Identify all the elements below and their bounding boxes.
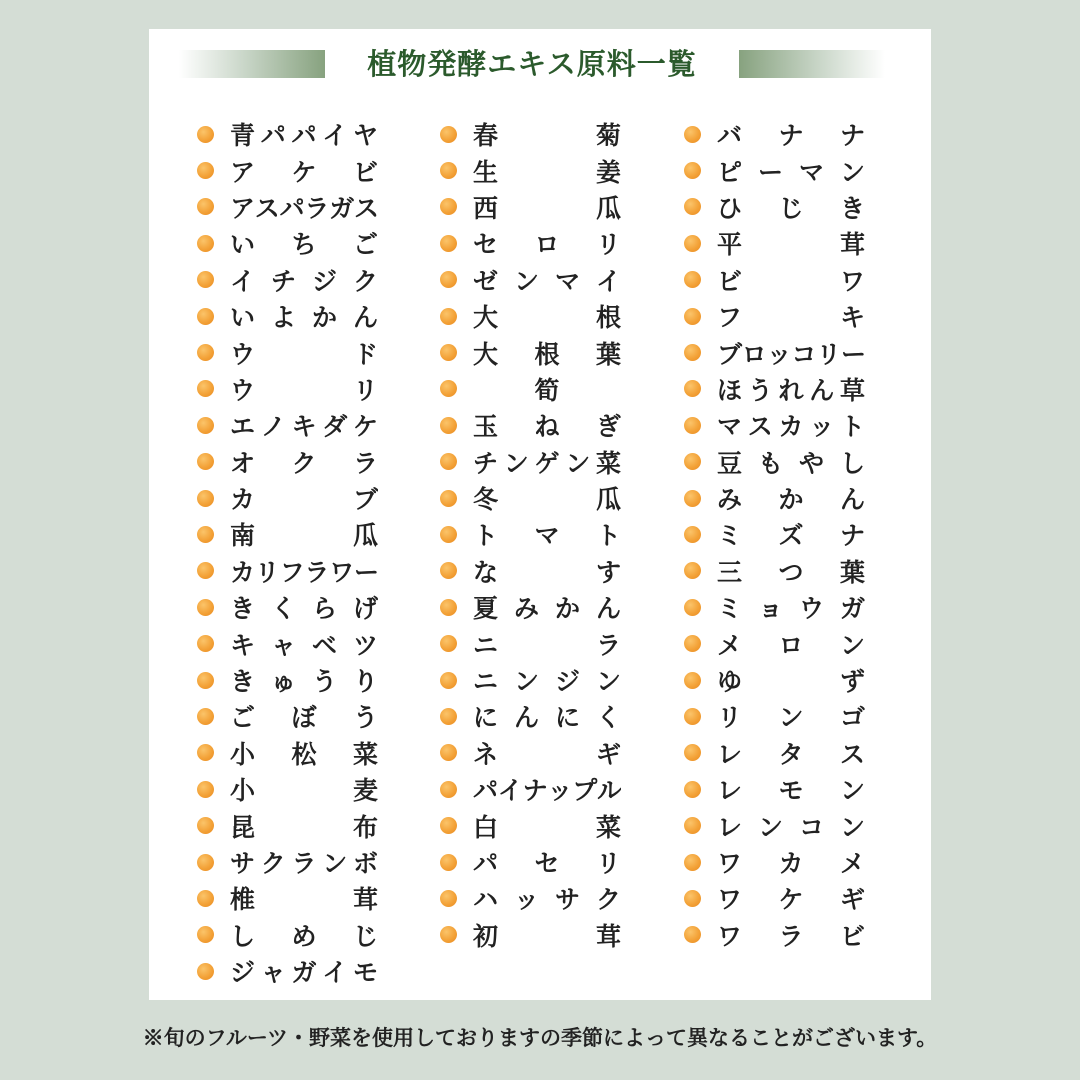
bullet-icon — [197, 308, 214, 325]
list-item — [197, 625, 387, 661]
ingredient-name: レ ン コ ン — [717, 812, 865, 842]
list-item — [684, 189, 874, 225]
list-item — [197, 444, 387, 480]
bullet-icon — [440, 526, 457, 543]
list-item — [197, 225, 387, 261]
ingredient-name: 小 麦 — [230, 776, 378, 806]
bullet-icon — [197, 344, 214, 361]
bullet-icon — [440, 344, 457, 361]
ingredient-name: 筍 — [534, 375, 560, 405]
ingredient-name: 大 根 — [473, 303, 621, 333]
bullet-icon — [684, 926, 701, 943]
ingredient-name: ウ リ — [230, 375, 378, 405]
ingredient-name: し め じ — [230, 921, 378, 951]
list-item — [440, 698, 630, 734]
list-item — [684, 407, 874, 443]
bullet-icon — [440, 926, 457, 943]
bullet-icon — [684, 744, 701, 761]
ingredient-name: 初 茸 — [473, 921, 621, 951]
bullet-icon — [440, 380, 457, 397]
list-item — [684, 371, 874, 407]
list-item — [440, 589, 630, 625]
bullet-icon — [684, 672, 701, 689]
ingredient-name: ミ ズ ナ — [717, 521, 865, 551]
bullet-icon — [197, 890, 214, 907]
ingredient-name: イ チ ジ ク — [230, 266, 378, 296]
list-item — [684, 334, 874, 370]
ingredient-name: サ ク ラ ン ボ — [230, 849, 378, 878]
ingredient-name: リ ン ゴ — [717, 703, 865, 733]
ingredient-column-1 — [197, 116, 387, 989]
bullet-icon — [197, 126, 214, 143]
list-item — [440, 152, 630, 188]
list-item — [197, 334, 387, 370]
list-item — [197, 844, 387, 880]
list-item — [197, 735, 387, 771]
ingredient-name: ほ う れ ん 草 — [717, 375, 865, 405]
list-item — [197, 698, 387, 734]
ingredient-name: カ リ フ ラ ワ ー — [230, 557, 378, 587]
bullet-icon — [684, 126, 701, 143]
ingredient-name: い よ か ん — [230, 303, 378, 333]
ingredient-name: 西 瓜 — [473, 193, 621, 223]
ingredient-name: 昆 布 — [230, 812, 378, 842]
ingredient-name: ピ ー マ ン — [717, 157, 865, 187]
bullet-icon — [684, 198, 701, 215]
ingredient-name: 南 瓜 — [230, 521, 378, 551]
list-item — [440, 371, 630, 407]
list-item — [197, 589, 387, 625]
list-item — [197, 262, 387, 298]
bullet-icon — [440, 453, 457, 470]
ingredient-name: ワ ラ ビ — [717, 921, 865, 951]
bullet-icon — [197, 781, 214, 798]
bullet-icon — [440, 744, 457, 761]
bullet-icon — [684, 781, 701, 798]
ingredient-name: 豆 も や し — [717, 448, 865, 478]
list-item — [440, 225, 630, 261]
ingredient-name: レ タ ス — [717, 739, 865, 769]
bullet-icon — [197, 453, 214, 470]
ingredient-name: ニ ン ジ ン — [473, 667, 621, 697]
list-item — [440, 334, 630, 370]
list-item — [197, 917, 387, 953]
list-item — [440, 262, 630, 298]
list-item — [440, 917, 630, 953]
title-band-right — [739, 50, 885, 78]
ingredient-name: オ ク ラ — [230, 448, 378, 478]
ingredient-name: レ モ ン — [717, 776, 865, 806]
ingredient-name: チ ン ゲ ン 菜 — [473, 448, 621, 478]
bullet-icon — [197, 235, 214, 252]
list-item — [684, 698, 874, 734]
page-title: 植物発酵エキス原料一覧 — [367, 47, 697, 81]
ingredient-name: キ ャ ベ ツ — [230, 630, 378, 660]
list-item — [197, 553, 387, 589]
bullet-icon — [440, 235, 457, 252]
bullet-icon — [684, 526, 701, 543]
bullet-icon — [684, 890, 701, 907]
list-item — [197, 371, 387, 407]
title-bar — [179, 47, 885, 81]
bullet-icon — [684, 271, 701, 288]
bullet-icon — [440, 126, 457, 143]
bullet-icon — [197, 599, 214, 616]
ingredient-name: 小 松 菜 — [230, 739, 378, 769]
list-item — [197, 662, 387, 698]
list-item — [684, 262, 874, 298]
list-item — [197, 189, 387, 225]
ingredient-name: ビ ワ — [717, 266, 865, 296]
bullet-icon — [197, 380, 214, 397]
bullet-icon — [440, 890, 457, 907]
ingredient-name: 青 パ パ イ ヤ — [230, 121, 378, 151]
footnote: ※旬のフルーツ・野菜を使用しておりますの季節によって異なることがございます。 — [142, 1025, 938, 1050]
list-item — [197, 880, 387, 916]
list-item — [684, 844, 874, 880]
bullet-icon — [197, 708, 214, 725]
bullet-icon — [684, 235, 701, 252]
bullet-icon — [440, 781, 457, 798]
bullet-icon — [440, 308, 457, 325]
bullet-icon — [197, 490, 214, 507]
ingredient-column-2 — [440, 116, 630, 953]
ingredient-name: 平 茸 — [717, 230, 865, 260]
ingredient-name: ブ ロ ッ コ リ ー — [717, 339, 865, 369]
ingredient-name: ジ ャ ガ イ モ — [230, 958, 378, 988]
list-item — [440, 553, 630, 589]
list-item — [684, 298, 874, 334]
bullet-icon — [197, 635, 214, 652]
bullet-icon — [684, 599, 701, 616]
ingredient-name: フ キ — [717, 303, 865, 333]
ingredient-name: ミ ョ ウ ガ — [717, 594, 865, 624]
bullet-icon — [197, 271, 214, 288]
ingredient-name: ワ ケ ギ — [717, 885, 865, 915]
bullet-icon — [197, 162, 214, 179]
ingredient-name: ご ぼ う — [230, 703, 378, 733]
bullet-icon — [684, 708, 701, 725]
list-item — [684, 880, 874, 916]
list-item — [684, 480, 874, 516]
ingredient-name: ワ カ メ — [717, 849, 865, 878]
bullet-icon — [684, 162, 701, 179]
ingredient-name: き ゅ う り — [230, 667, 378, 697]
list-item — [684, 625, 874, 661]
list-item — [684, 917, 874, 953]
ingredient-name: 三 つ 葉 — [717, 557, 865, 587]
list-item — [440, 298, 630, 334]
ingredient-name: 生 姜 — [473, 157, 621, 187]
list-item — [684, 662, 874, 698]
bullet-icon — [684, 817, 701, 834]
list-item — [440, 189, 630, 225]
ingredient-name: ウ ド — [230, 339, 378, 369]
bullet-icon — [684, 562, 701, 579]
ingredient-list-card — [149, 29, 931, 1000]
bullet-icon — [684, 308, 701, 325]
bullet-icon — [197, 198, 214, 215]
list-item — [440, 662, 630, 698]
list-item — [440, 625, 630, 661]
ingredient-name: 玉 ね ぎ — [473, 412, 621, 442]
ingredient-name: ネ ギ — [473, 739, 621, 769]
list-item — [684, 553, 874, 589]
title-band-left — [179, 50, 325, 78]
list-item — [684, 589, 874, 625]
list-item — [684, 735, 874, 771]
bullet-icon — [440, 672, 457, 689]
bullet-icon — [440, 599, 457, 616]
list-item — [440, 407, 630, 443]
ingredient-name: ト マ ト — [473, 521, 621, 551]
ingredient-name: パ イ ナ ッ プ ル — [473, 776, 621, 806]
bullet-icon — [684, 344, 701, 361]
bullet-icon — [197, 744, 214, 761]
list-item — [440, 735, 630, 771]
bullet-icon — [440, 417, 457, 434]
list-item — [197, 407, 387, 443]
list-item — [684, 116, 874, 152]
bullet-icon — [440, 854, 457, 871]
ingredient-name: 冬 瓜 — [473, 485, 621, 515]
bullet-icon — [684, 453, 701, 470]
ingredient-name: パ セ リ — [473, 849, 621, 878]
list-item — [684, 807, 874, 843]
list-item — [684, 152, 874, 188]
list-item — [684, 444, 874, 480]
ingredient-name: 大 根 葉 — [473, 339, 621, 369]
bullet-icon — [197, 417, 214, 434]
bullet-icon — [684, 380, 701, 397]
ingredient-name: セ ロ リ — [473, 230, 621, 260]
ingredient-name: き く ら げ — [230, 594, 378, 624]
ingredient-name: メ ロ ン — [717, 630, 865, 660]
list-item — [440, 116, 630, 152]
ingredient-name: エ ノ キ ダ ケ — [230, 412, 378, 442]
ingredient-name: 夏 み か ん — [473, 594, 621, 624]
ingredient-name: ゆ ず — [717, 667, 865, 697]
bullet-icon — [197, 817, 214, 834]
ingredient-name: な す — [473, 557, 621, 587]
ingredient-name: マ ス カ ッ ト — [717, 412, 865, 442]
bullet-icon — [440, 708, 457, 725]
ingredient-name: ア ケ ビ — [230, 157, 378, 187]
list-item — [684, 771, 874, 807]
bullet-icon — [197, 963, 214, 980]
ingredient-column-3 — [684, 116, 874, 953]
bullet-icon — [684, 635, 701, 652]
list-item — [440, 880, 630, 916]
ingredient-name: み か ん — [717, 485, 865, 515]
bullet-icon — [197, 672, 214, 689]
bullet-icon — [440, 198, 457, 215]
bullet-icon — [197, 562, 214, 579]
bullet-icon — [684, 854, 701, 871]
ingredient-name: に ん に く — [473, 703, 621, 733]
bullet-icon — [684, 490, 701, 507]
bullet-icon — [684, 417, 701, 434]
list-item — [197, 480, 387, 516]
ingredient-name: ひ じ き — [717, 193, 865, 223]
bullet-icon — [197, 854, 214, 871]
list-item — [684, 516, 874, 552]
list-item — [197, 953, 387, 989]
bullet-icon — [440, 162, 457, 179]
ingredient-name: ア ス パ ラ ガ ス — [230, 193, 378, 223]
bullet-icon — [440, 562, 457, 579]
ingredient-name: 椎 茸 — [230, 885, 378, 915]
list-item — [197, 116, 387, 152]
ingredient-name: ゼ ン マ イ — [473, 266, 621, 296]
list-item — [197, 771, 387, 807]
list-item — [440, 444, 630, 480]
ingredient-name: カ ブ — [230, 485, 378, 515]
list-item — [197, 807, 387, 843]
list-item — [440, 844, 630, 880]
ingredient-name: ハ ッ サ ク — [473, 885, 621, 915]
bullet-icon — [197, 926, 214, 943]
ingredient-name: バ ナ ナ — [717, 121, 865, 151]
list-item — [440, 807, 630, 843]
list-item — [684, 225, 874, 261]
ingredient-name: ニ ラ — [473, 630, 621, 660]
bullet-icon — [440, 817, 457, 834]
list-item — [440, 771, 630, 807]
bullet-icon — [197, 526, 214, 543]
list-item — [197, 516, 387, 552]
list-item — [440, 516, 630, 552]
ingredient-name: 春 菊 — [473, 121, 621, 151]
list-item — [197, 152, 387, 188]
ingredient-name: 白 菜 — [473, 812, 621, 842]
bullet-icon — [440, 490, 457, 507]
ingredient-name: い ち ご — [230, 230, 378, 260]
bullet-icon — [440, 635, 457, 652]
list-item — [440, 480, 630, 516]
bullet-icon — [440, 271, 457, 288]
list-item — [197, 298, 387, 334]
